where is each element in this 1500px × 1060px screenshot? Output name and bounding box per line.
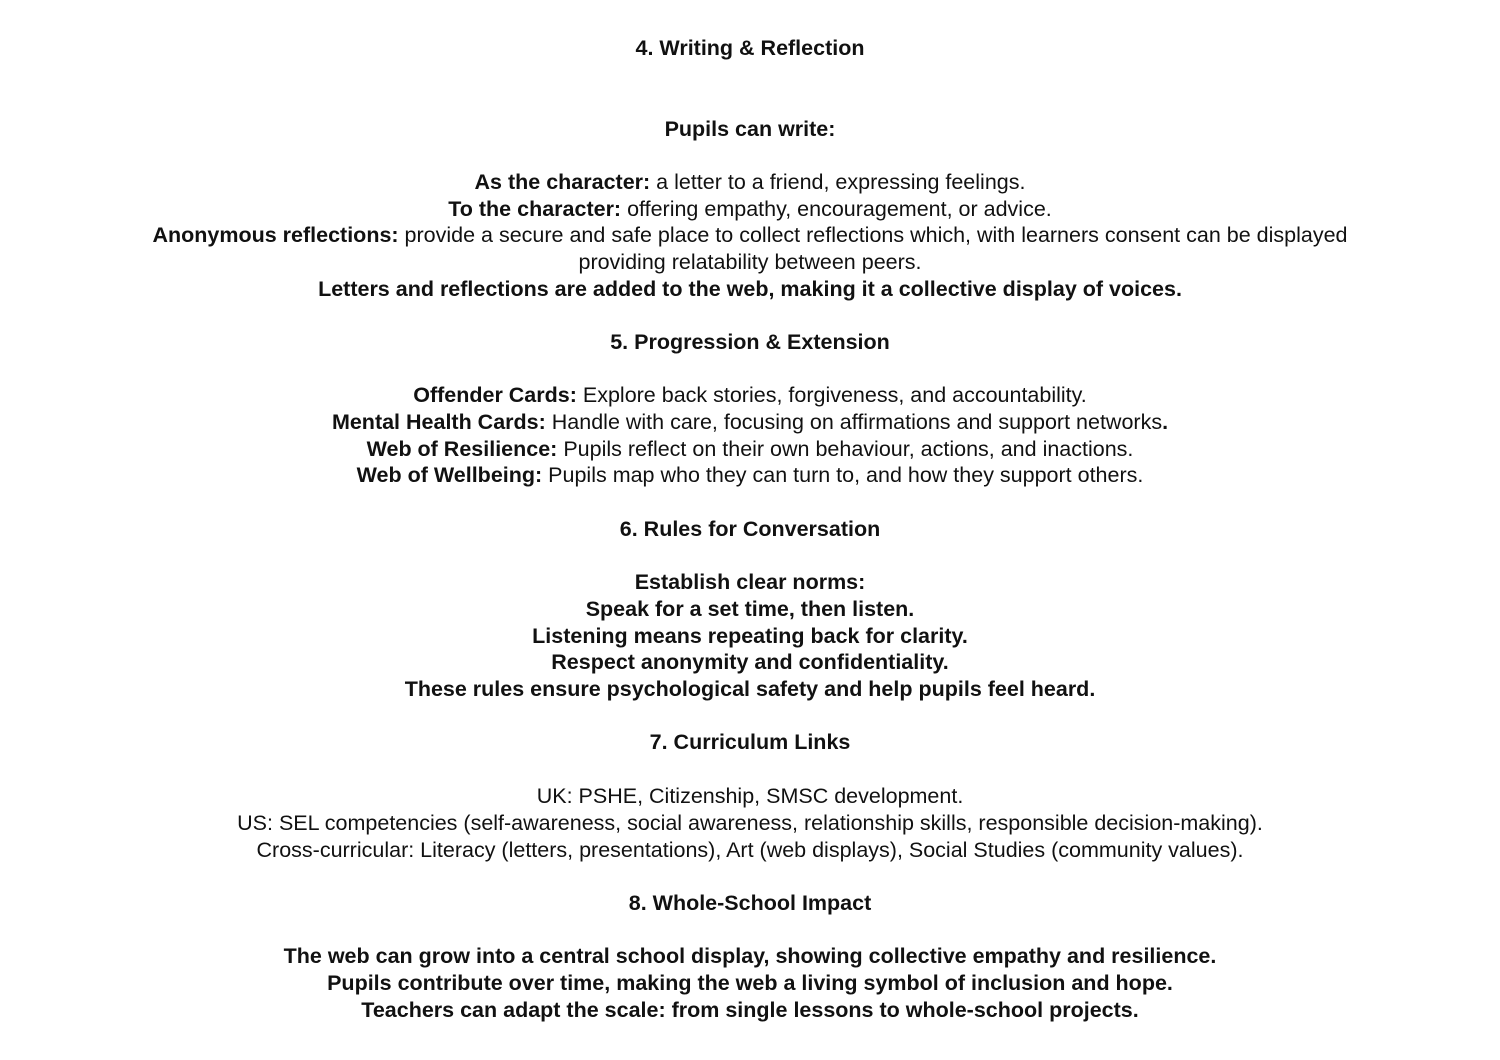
item-label: Offender Cards: bbox=[413, 383, 577, 407]
section-5-item-resilience bbox=[0, 436, 1500, 463]
section-6-line: Listening means repeating back for clarity. bbox=[532, 624, 968, 648]
section-6-line: Speak for a set time, then listen. bbox=[585, 597, 915, 621]
section-4-continuation: providing relatability between peers. bbox=[578, 250, 922, 274]
section-8-line: Pupils contribute over time, making the web a living symbol of inclusion and hope. bbox=[327, 971, 1173, 995]
section-5-item-offender bbox=[0, 382, 1500, 409]
section-6-line: Establish clear norms: bbox=[634, 570, 866, 594]
item-text: Handle with care, focusing on affirmations and support networks bbox=[545, 410, 1163, 434]
section-4-item-character bbox=[0, 169, 1500, 196]
item-text: Pupils map who they can turn to, and how they support others. bbox=[542, 463, 1144, 487]
section-8-heading: 8. Whole-School Impact bbox=[628, 891, 872, 915]
item-text: offering empathy, encouragement, or advice. bbox=[621, 197, 1052, 221]
section-5-item-wellbeing bbox=[0, 462, 1500, 489]
section-4-item-anonymous bbox=[0, 222, 1500, 249]
item-text: Explore back stories, forgiveness, and accountability. bbox=[576, 383, 1087, 407]
section-6-line: Respect anonymity and confidentiality. bbox=[551, 650, 949, 674]
section-4-item-to-character bbox=[0, 196, 1500, 223]
item-label: Mental Health Cards: bbox=[331, 410, 546, 434]
item-label: To the character: bbox=[448, 197, 622, 221]
section-5-heading: 5. Progression & Extension bbox=[610, 330, 890, 354]
item-label: Anonymous reflections: bbox=[152, 223, 399, 247]
section-4-intro: Pupils can write: bbox=[664, 117, 836, 141]
item-label: Web of Wellbeing: bbox=[356, 463, 543, 487]
item-text: provide a secure and safe place to collect reflections which, with learners consent can be displayed bbox=[398, 223, 1348, 247]
item-text: Pupils reflect on their own behaviour, actions, and inactions. bbox=[557, 437, 1134, 461]
item-suffix: . bbox=[1162, 410, 1169, 434]
section-6-heading: 6. Rules for Conversation bbox=[619, 517, 881, 541]
item-label: Web of Resilience: bbox=[366, 437, 558, 461]
item-text: a letter to a friend, expressing feelings. bbox=[650, 170, 1026, 194]
section-7-line: UK: PSHE, Citizenship, SMSC development. bbox=[536, 784, 964, 808]
section-7-line: Cross-curricular: Literacy (letters, presentations), Art (web displays), Social Studies (community values). bbox=[256, 838, 1244, 862]
section-7-heading: 7. Curriculum Links bbox=[649, 730, 851, 754]
section-4-heading: 4. Writing & Reflection bbox=[635, 36, 865, 60]
section-8-line: The web can grow into a central school display, showing collective empathy and resilience. bbox=[283, 944, 1217, 968]
section-6-line: These rules ensure psychological safety and help pupils feel heard. bbox=[404, 677, 1096, 701]
section-4-closing: Letters and reflections are added to the web, making it a collective display of voices. bbox=[318, 277, 1182, 301]
item-label: As the character: bbox=[474, 170, 651, 194]
section-7-line: US: SEL competencies (self-awareness, social awareness, relationship skills, responsible decision-making). bbox=[237, 811, 1263, 835]
section-8-line: Teachers can adapt the scale: from single lessons to whole-school projects. bbox=[361, 998, 1139, 1022]
section-5-item-mental-health bbox=[0, 409, 1500, 436]
